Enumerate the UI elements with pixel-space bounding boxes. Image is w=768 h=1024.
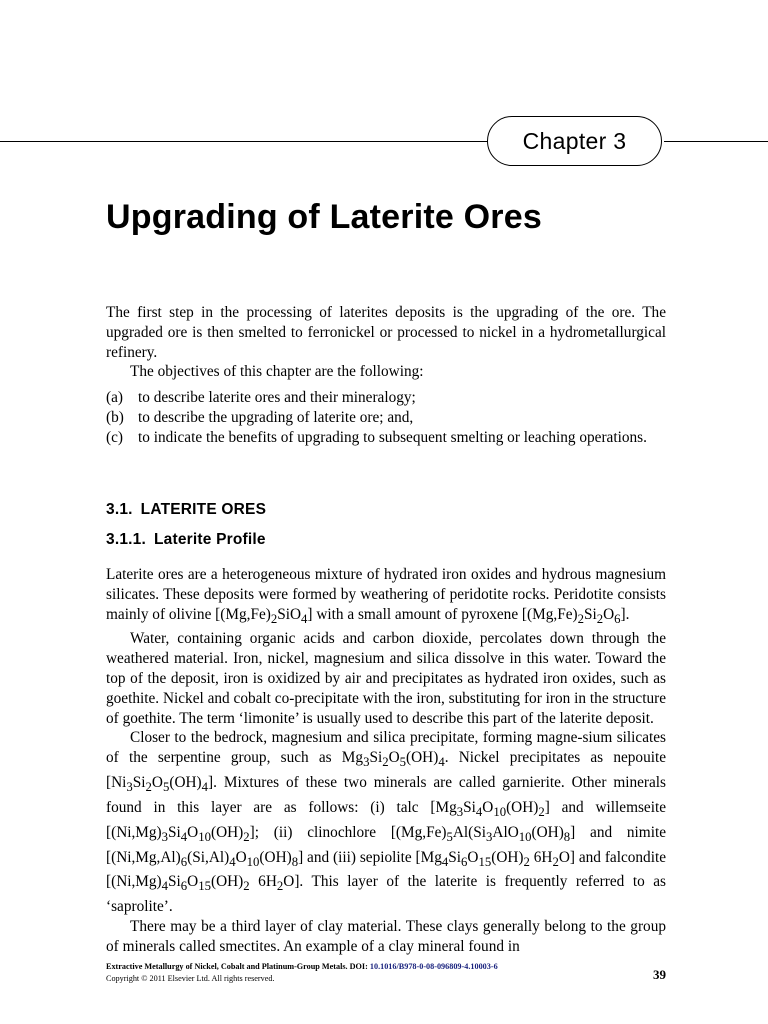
objective-mark: (b) — [106, 408, 124, 426]
page-footer — [106, 961, 666, 985]
objective-item — [106, 388, 666, 408]
footer-copyright: Copyright © 2011 Elsevier Ltd. All rights reserved. — [106, 974, 275, 983]
section-title: LATERITE ORES — [140, 501, 267, 518]
objective-text: to indicate the benefits of upgrading to subsequent smelting or leaching operations. — [138, 428, 647, 446]
chapter-title: Upgrading of Laterite Ores — [106, 198, 542, 236]
objectives-lead: The objectives of this chapter are the following: — [130, 363, 424, 381]
chapter-label: Chapter 3 — [487, 116, 662, 166]
chapter-rule-right — [664, 141, 768, 142]
body-paragraph-3: Closer to the bedrock, magnesium and silica precipitate, forming magne-sium silicates of the serpentine group, such as $Mg_3Si_2O_5(OH)_4$. Nickel precipitates as nepouite $[Ni_3Si_2O_5(OH)_4]$. Mixtures of these two minerals are called garnierite. Other minerals found in this layer are as follows: (i) talc $[Mg_3Si_4O_{10}(OH)_2]$ and willemseite $[(Ni,Mg)_3Si_4O_{10}(OH)_2]$; (ii) clinochlore [$(Mg,Fe)_5Al(Si_3AlO_{10}(OH)_8]$ and nimite $[(Ni,Mg,Al)_6(Si,Al)_4O_{10}(OH)_8]$ and (iii) sepiolite [$Mg_4Si_6O_{15}(OH)_2$ $6H_2O$] and falcondite [$(Ni,Mg)_4Si_6O_{15}(OH)_2$ $6H_2O$]. This layer of the laterite is frequently referred to as ‘saprolite’. — [106, 729, 667, 916]
intro-paragraph: The first step in the processing of laterites deposits is the upgrading of the ore. The upgraded ore is then smelted to ferronickel or processed to nickel in a hydrometallurgical refinery. — [106, 304, 666, 361]
chapter-rule-left — [0, 141, 488, 142]
page-number: 39 — [653, 967, 666, 982]
footer-citation-line — [106, 961, 666, 973]
objective-mark: (c) — [106, 428, 123, 446]
objectives-list — [106, 388, 666, 447]
subsection-heading — [106, 531, 266, 549]
section-heading — [106, 501, 266, 519]
body-paragraph-4: There may be a third layer of clay material. These clays generally belong to the group of minerals called smectites. An example of a clay mineral found in — [106, 918, 666, 955]
footer-citation: Extractive Metallurgy of Nickel, Cobalt and Platinum-Group Metals. DOI: — [106, 962, 368, 971]
body-paragraph-2: Water, containing organic acids and carbon dioxide, percolates down through the weathered material. Iron, nickel, magnesium and silica dissolve in this water. Toward the top of the deposit, iron is oxidized by air and precipitates as hydrated iron oxides, such as goethite. Nickel and cobalt co-precipitate with the iron, substituting for iron in the structure of goethite. The term ‘limonite’ is usually used to describe this part of the laterite deposit. — [106, 630, 666, 727]
objective-item — [106, 428, 666, 448]
body-text — [106, 565, 666, 957]
objective-text: to describe laterite ores and their mineralogy; — [138, 389, 416, 406]
subsection-title: Laterite Profile — [153, 531, 266, 548]
body-paragraph-1: Laterite ores are a heterogeneous mixture of hydrated iron oxides and hydrous magnesium silicates. These deposits were formed by weathering of peridotite rocks. Peridotite consists mainly of olivine $[(Mg,Fe)_2SiO_4]$ with a small amount of pyroxene $[(Mg,Fe)_2Si_2O_6]$. — [106, 566, 666, 626]
section-number: 3.1. — [106, 501, 133, 518]
objective-mark: (a) — [106, 389, 123, 406]
objective-item — [106, 408, 666, 428]
objective-text: to describe the upgrading of laterite ore; and, — [138, 408, 414, 426]
subsection-number: 3.1.1. — [106, 531, 146, 548]
intro-block — [106, 303, 666, 382]
doi-link[interactable]: 10.1016/B978-0-08-096809-4.10003-6 — [369, 962, 498, 971]
